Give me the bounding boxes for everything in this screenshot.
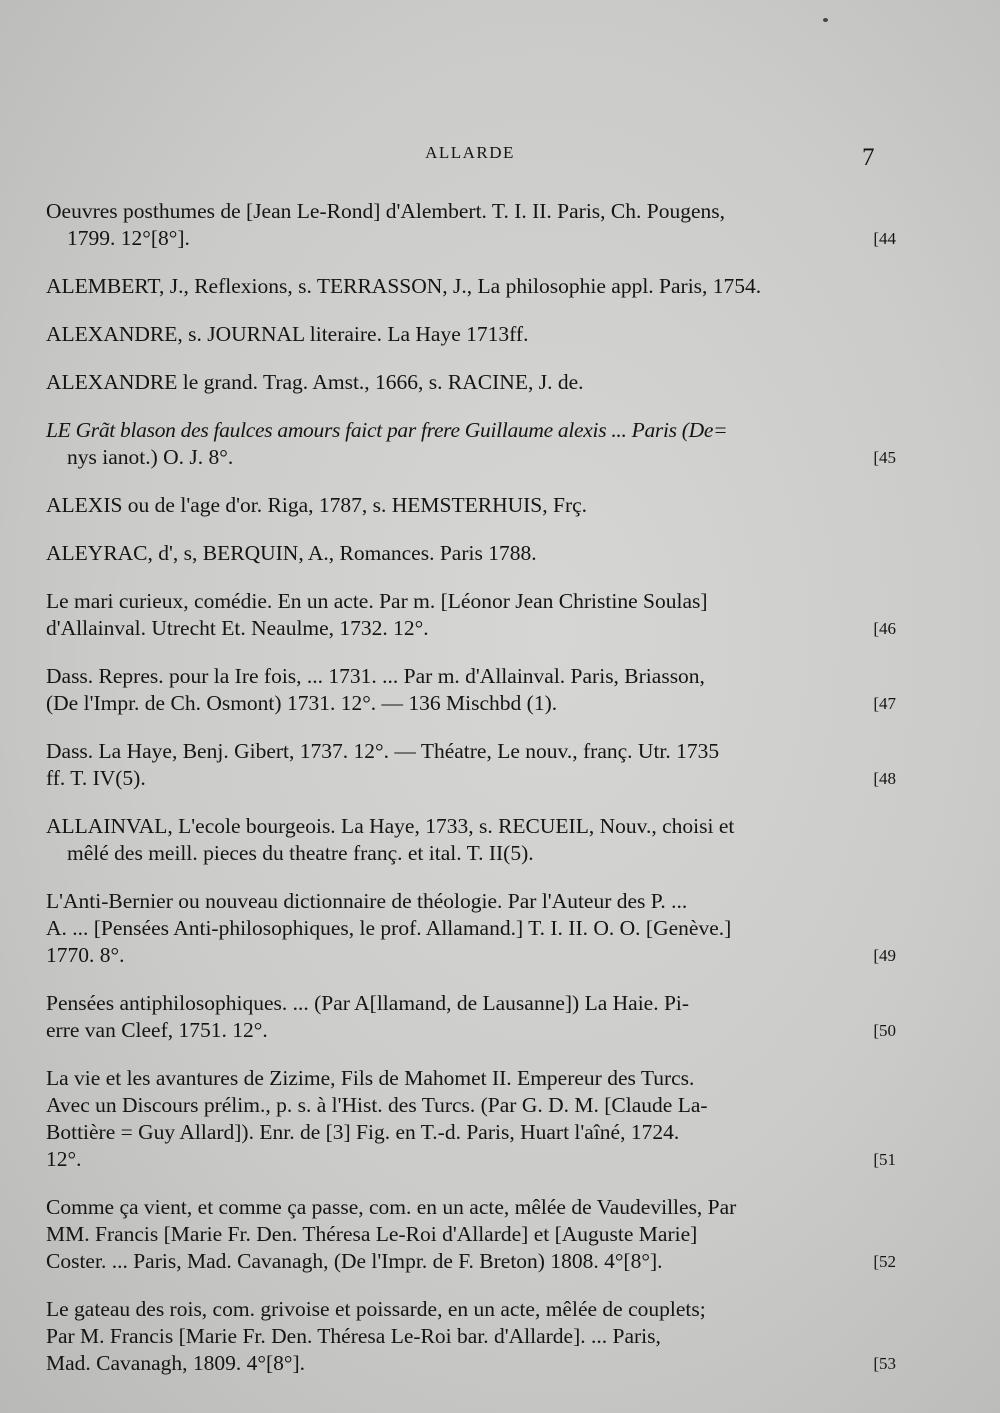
entry-line — [46, 1017, 896, 1044]
entry-line-text: ff. T. IV(5). — [46, 766, 146, 790]
entry-line: ALEXANDRE le grand. Trag. Amst., 1666, s. RACINE, J. de. — [46, 370, 584, 394]
entry-line: Comme ça vient, et comme ça passe, com. en un acte, mêlée de Vaudevilles, Par — [46, 1195, 737, 1219]
entry-line: A. ... [Pensées Anti-philosophiques, le prof. Allamand.] T. I. II. O. O. [Genève.] — [46, 916, 732, 940]
entry-number: [50 — [873, 1021, 896, 1040]
entry-line-text: nys ianot.) O. J. 8°. — [67, 445, 234, 469]
bibliography-entry — [46, 990, 896, 1044]
entry-line: Dass. La Haye, Benj. Gibert, 1737. 12°. — Théatre, Le nouv., franç. Utr. 1735 — [46, 739, 720, 763]
entry-line-text: Coster. ... Paris, Mad. Cavanagh, (De l'Impr. de F. Breton) 1808. 4°[8°]. — [46, 1249, 663, 1273]
bibliography-entry — [46, 813, 878, 867]
entry-line: ALEXANDRE, s. JOURNAL literaire. La Haye 1713ff. — [46, 322, 529, 346]
entry-line — [46, 690, 896, 717]
bibliography-entry — [46, 540, 878, 567]
entry-line-text: erre van Cleef, 1751. 12°. — [46, 1018, 268, 1042]
entry-line: ALLAINVAL, L'ecole bourgeois. La Haye, 1733, s. RECUEIL, Nouv., choisi et — [46, 814, 735, 838]
entry-number: [52 — [873, 1252, 896, 1271]
entry-number: [44 — [873, 229, 896, 248]
entry-line: Dass. Repres. pour la Ire fois, ... 1731. ... Par m. d'Allainval. Paris, Briasson, — [46, 664, 705, 688]
entry-line — [46, 1146, 896, 1173]
entry-number: [51 — [873, 1150, 896, 1169]
entry-number: [49 — [873, 946, 896, 965]
entry-line: LE Grãt blason des faulces amours faict par frere Guillaume alexis ... Paris (De= — [46, 418, 728, 442]
bibliography-entry — [46, 1296, 896, 1377]
entry-line — [46, 1350, 896, 1377]
entry-line — [46, 444, 896, 471]
bibliography-list — [46, 198, 896, 1398]
bibliography-entry — [46, 417, 896, 471]
entry-line: ALEYRAC, d', s, BERQUIN, A., Romances. Paris 1788. — [46, 541, 537, 565]
bibliography-entry — [46, 663, 896, 717]
bibliography-entry — [46, 369, 878, 396]
bibliography-entry — [46, 321, 878, 348]
entry-line — [46, 942, 896, 969]
entry-line: ALEXIS ou de l'age d'or. Riga, 1787, s. HEMSTERHUIS, Frç. — [46, 493, 588, 517]
entry-number: [45 — [873, 448, 896, 467]
entry-line: Oeuvres posthumes de [Jean Le-Rond] d'Alembert. T. I. II. Paris, Ch. Pougens, — [46, 199, 726, 223]
bibliography-entry — [46, 738, 896, 792]
entry-line: MM. Francis [Marie Fr. Den. Théresa Le-Roi d'Allarde] et [Auguste Marie] — [46, 1222, 698, 1246]
entry-line: ALEMBERT, J., Reflexions, s. TERRASSON, J., La philosophie appl. Paris, 1754. — [46, 274, 762, 298]
entry-line-text: d'Allainval. Utrecht Et. Neaulme, 1732. 12°. — [46, 616, 429, 640]
bibliography-entry — [46, 1065, 896, 1173]
entry-line: mêlé des meill. pieces du theatre franç. et ital. T. II(5). — [67, 841, 534, 865]
entry-line: Le gateau des rois, com. grivoise et poissarde, en un acte, mêlée de couplets; — [46, 1297, 706, 1321]
entry-line: Le mari curieux, comédie. En un acte. Par m. [Léonor Jean Christine Soulas] — [46, 589, 708, 613]
entry-line-text: 1799. 12°[8°]. — [67, 226, 190, 250]
entry-line — [46, 225, 896, 252]
bibliography-entry — [46, 198, 896, 252]
entry-number: [47 — [873, 694, 896, 713]
bibliography-entry — [46, 588, 896, 642]
entry-line-text: Mad. Cavanagh, 1809. 4°[8°]. — [46, 1351, 306, 1375]
entry-line — [46, 765, 896, 792]
ink-speck — [823, 18, 828, 22]
entry-line: Avec un Discours prélim., p. s. à l'Hist. des Turcs. (Par G. D. M. [Claude La- — [46, 1093, 708, 1117]
entry-line: Bottière = Guy Allard]). Enr. de [3] Fig. en T.-d. Paris, Huart l'aîné, 1724. — [46, 1120, 680, 1144]
entry-line — [46, 615, 896, 642]
entry-number: [48 — [873, 769, 896, 788]
entry-line: Pensées antiphilosophiques. ... (Par A[llamand, de Lausanne]) La Haie. Pi- — [46, 991, 690, 1015]
bibliography-entry — [46, 888, 896, 969]
entry-line: Par M. Francis [Marie Fr. Den. Théresa Le-Roi bar. d'Allarde]. ... Paris, — [46, 1324, 661, 1348]
entry-number: [46 — [873, 619, 896, 638]
entry-line: La vie et les avantures de Zizime, Fils de Mahomet II. Empereur des Turcs. — [46, 1066, 695, 1090]
running-title: ALLARDE — [425, 143, 515, 162]
entry-number: [53 — [873, 1354, 896, 1373]
entry-line-text: 12°. — [46, 1147, 82, 1171]
entry-line-text: 1770. 8°. — [46, 943, 125, 967]
page-number: 7 — [862, 144, 875, 171]
bibliography-entry — [46, 492, 878, 519]
bibliography-entry — [46, 273, 878, 300]
entry-line — [46, 1248, 896, 1275]
bibliography-entry — [46, 1194, 896, 1275]
entry-line-text: (De l'Impr. de Ch. Osmont) 1731. 12°. — 136 Mischbd (1). — [46, 691, 558, 715]
entry-line: L'Anti-Bernier ou nouveau dictionnaire de théologie. Par l'Auteur des P. ... — [46, 889, 688, 913]
